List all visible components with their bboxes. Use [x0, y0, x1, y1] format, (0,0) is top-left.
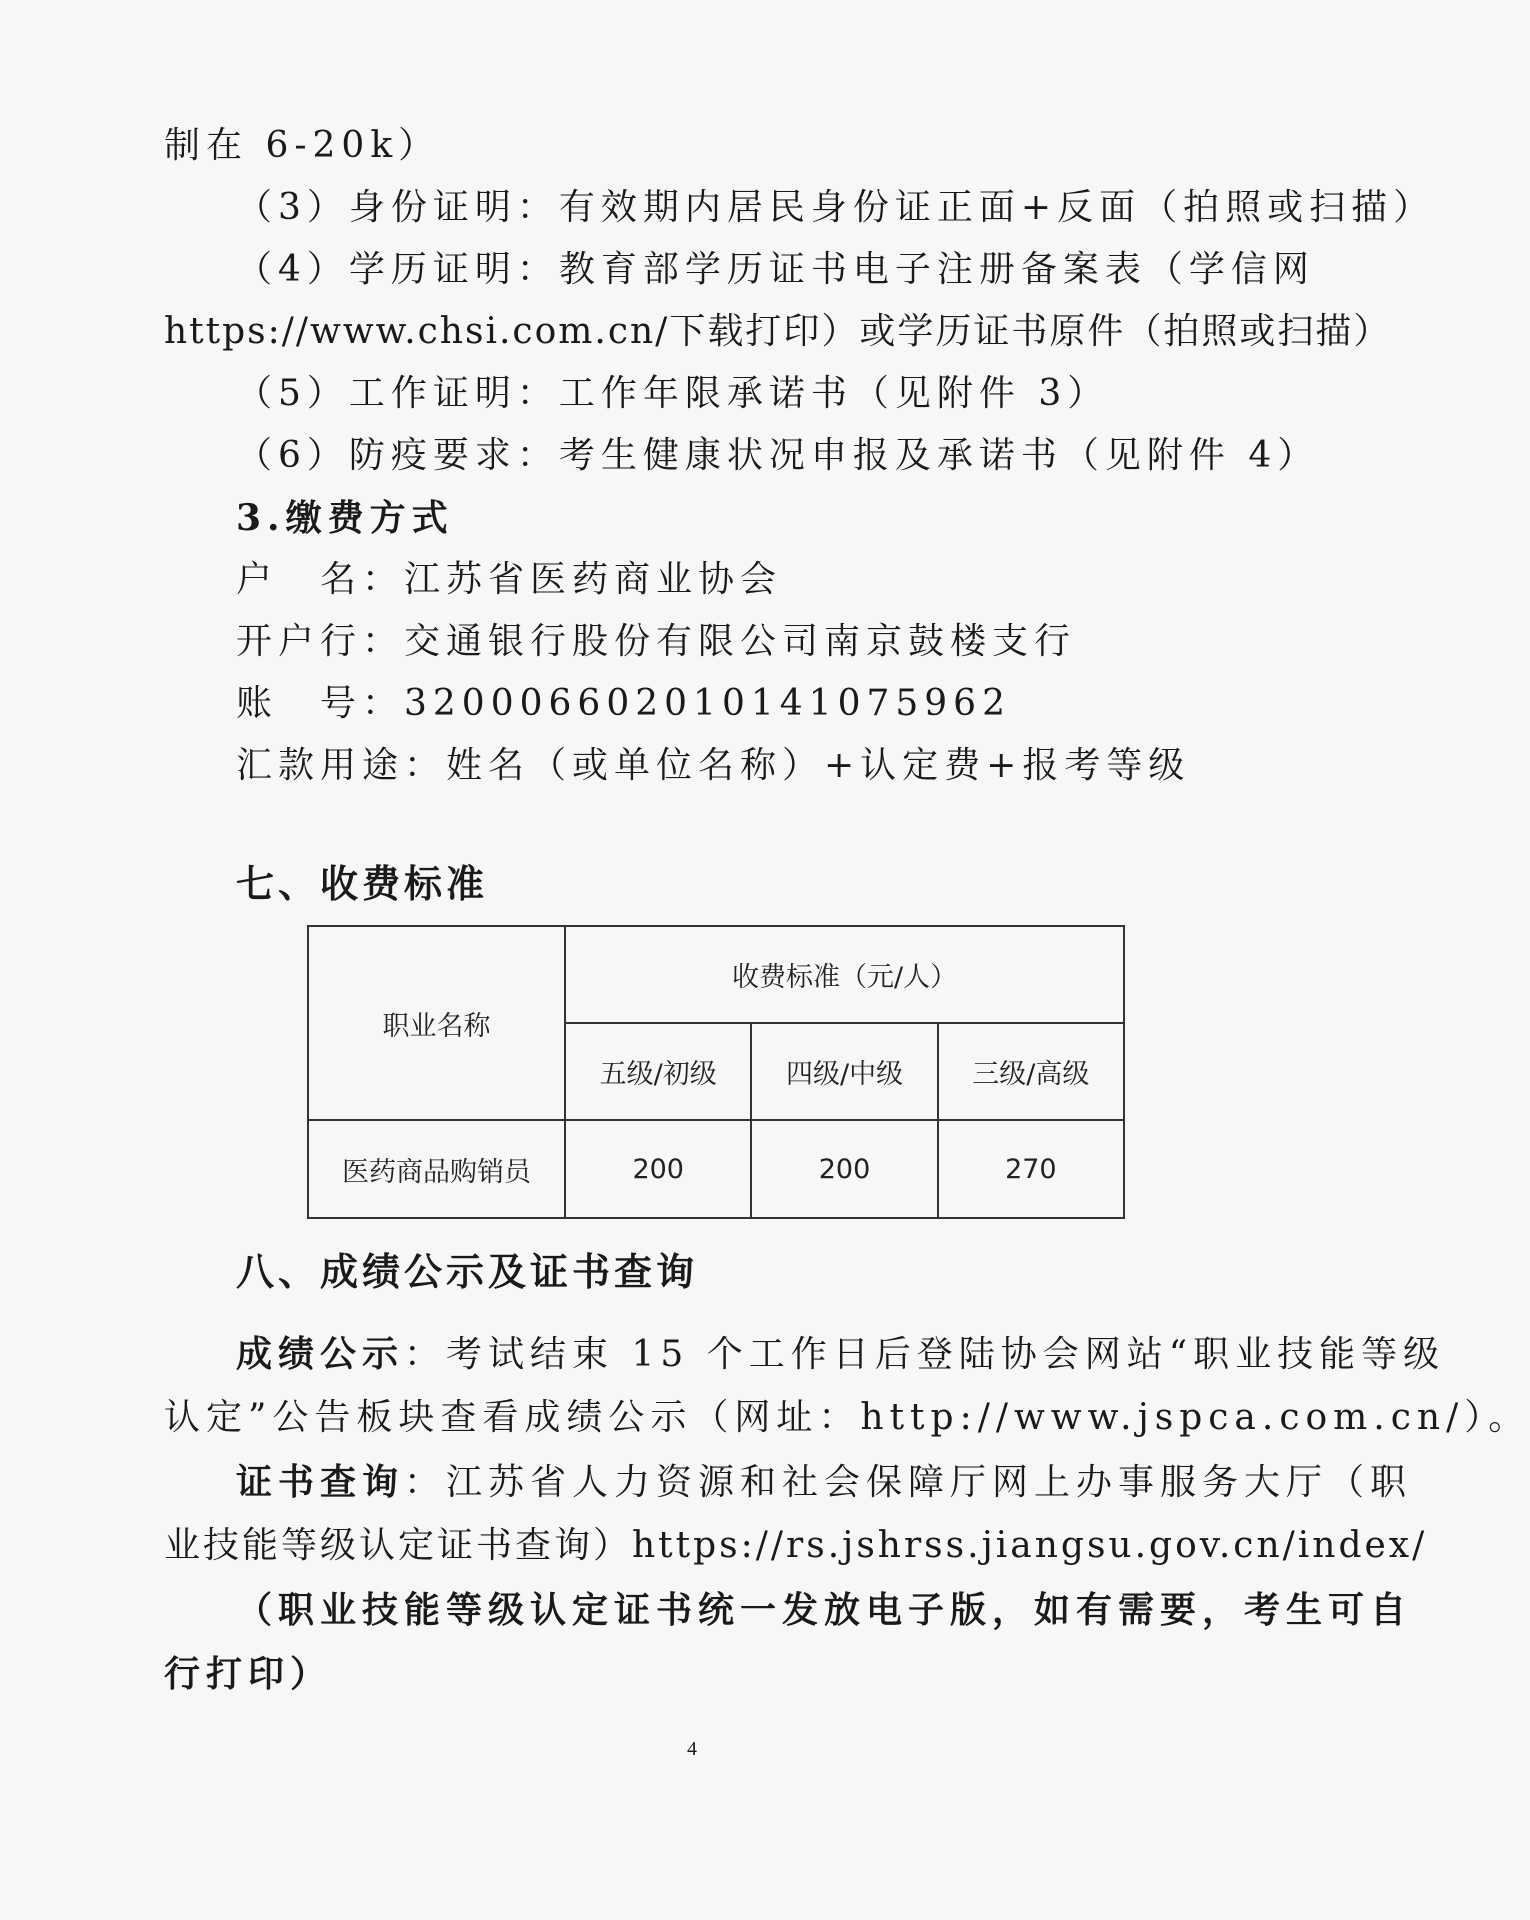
text-line: 开户行：交通银行股份有限公司南京鼓楼支行: [236, 621, 1077, 662]
text-line: https://www.chsi.com.cn/下载打印）或学历证书原件（拍照或扫描）: [164, 311, 1392, 352]
row-fee-1: 200: [565, 1120, 751, 1218]
row-fee-2: 200: [751, 1120, 937, 1218]
text-line: 认定”公告板块查看成绩公示（网址：http://www.jspca.com.cn/）。: [164, 1397, 1530, 1438]
page-number: 4: [687, 1738, 697, 1760]
header-level-1: 五级/初级: [565, 1023, 751, 1120]
cert-label: 证书查询: [236, 1461, 405, 1503]
text-line: （4）学历证明：教育部学历证书电子注册备案表（学信网: [236, 249, 1315, 290]
text-line: 账 号：320006602010141075962: [236, 683, 1011, 724]
fee-table: [307, 925, 1125, 1219]
row-job: 医药商品购销员: [308, 1120, 565, 1218]
header-fee: 收费标准（元/人）: [565, 926, 1124, 1023]
section-heading: 八、成绩公示及证书查询: [236, 1250, 699, 1294]
text-line: 业技能等级认定证书查询）https://rs.jshrss.jiangsu.gov.cn/index/: [164, 1525, 1428, 1566]
text-line: 制在 6-20k）: [164, 125, 441, 166]
results-paragraph: [236, 1332, 1445, 1377]
section-heading: 七、收费标准: [236, 862, 489, 906]
header-level-2: 四级/中级: [751, 1023, 937, 1120]
note-line: （职业技能等级认定证书统一发放电子版，如有需要，考生可自: [236, 1589, 1413, 1631]
results-text: ：考试结束 15 个工作日后登陆协会网站“职业技能等级: [404, 1334, 1446, 1375]
results-label: 成绩公示: [236, 1333, 405, 1375]
row-fee-3: 270: [938, 1120, 1124, 1218]
text-line: （6）防疫要求：考生健康状况申报及承诺书（见附件 4）: [236, 435, 1320, 476]
text-line: 汇款用途：姓名（或单位名称）+认定费+报考等级: [236, 745, 1191, 786]
subheading: 3.缴费方式: [236, 497, 454, 539]
cert-text: ：江苏省人力资源和社会保障厅网上办事服务大厅（职: [404, 1462, 1413, 1503]
text-line: （3）身份证明：有效期内居民身份证正面+反面（拍照或扫描）: [236, 187, 1436, 228]
cert-paragraph: [236, 1460, 1412, 1505]
text-line: （5）工作证明：工作年限承诺书（见附件 3）: [236, 373, 1110, 414]
header-level-3: 三级/高级: [938, 1023, 1124, 1120]
header-job: 职业名称: [308, 926, 565, 1120]
note-line: 行打印）: [164, 1653, 333, 1695]
text-line: 户 名：江苏省医药商业协会: [236, 559, 783, 600]
